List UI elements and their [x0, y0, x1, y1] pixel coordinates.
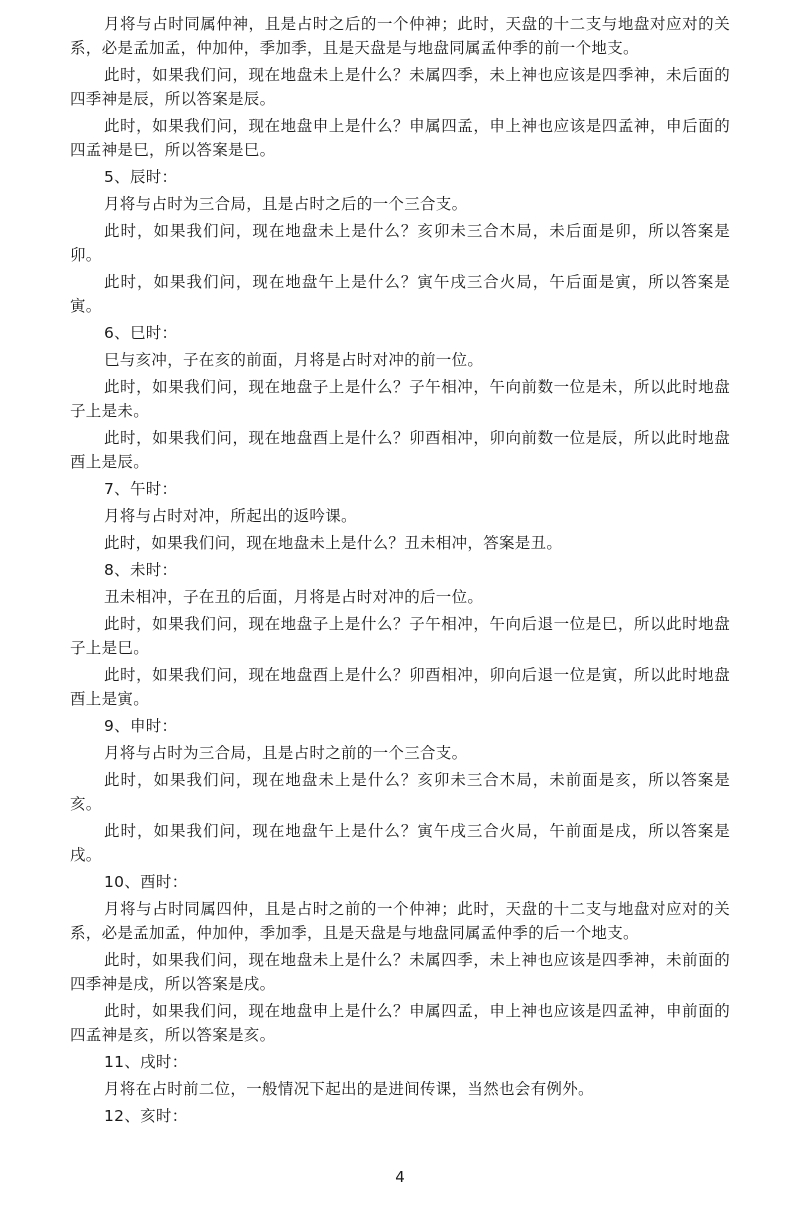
paragraph: 月将在占时前二位，一般情况下起出的是进间传课，当然也会有例外。	[104, 1080, 594, 1098]
paragraph: 此时，如果我们问，现在地盘未上是什么？丑未相冲，答案是丑。	[104, 534, 563, 552]
paragraph: 月将与占时同属四仲，且是占时之前的一个仲神；此时，天盘的十二支与地盘对应对的关系，必是孟加孟，仲加仲，季加季，且是天盘是与地盘同属孟仲季的后一个地支。	[70, 900, 730, 942]
paragraph: 此时，如果我们问，现在地盘子上是什么？子午相冲，午向后退一位是巳，所以此时地盘子上是巳。	[70, 615, 730, 657]
paragraph: 月将与占时为三合局，且是占时之后的一个三合支。	[104, 195, 468, 213]
paragraph: 此时，如果我们问，现在地盘申上是什么？申属四孟，申上神也应该是四孟神，申前面的四孟神是亥，所以答案是亥。	[70, 1002, 730, 1044]
paragraph: 月将与占时同属仲神，且是占时之后的一个仲神；此时，天盘的十二支与地盘对应对的关系，必是孟加孟，仲加仲，季加季，且是天盘是与地盘同属孟仲季的前一个地支。	[70, 15, 730, 57]
document-body	[70, 12, 730, 1131]
paragraph: 丑未相冲，子在丑的后面，月将是占时对冲的后一位。	[104, 588, 484, 606]
paragraph: 巳与亥冲，子在亥的前面，月将是占时对冲的前一位。	[104, 351, 484, 369]
section-heading: 9、申时：	[104, 717, 178, 735]
page-number: 4	[395, 1168, 405, 1186]
paragraph: 月将与占时对冲，所起出的返吟课。	[104, 507, 357, 525]
section-heading: 12、亥时：	[104, 1107, 188, 1125]
paragraph: 此时，如果我们问，现在地盘未上是什么？亥卯未三合木局，未后面是卯，所以答案是卯。	[70, 222, 730, 264]
paragraph: 此时，如果我们问，现在地盘午上是什么？寅午戌三合火局，午后面是寅，所以答案是寅。	[70, 273, 730, 315]
paragraph: 此时，如果我们问，现在地盘未上是什么？亥卯未三合木局，未前面是亥，所以答案是亥。	[70, 771, 730, 813]
section-heading: 11、戌时：	[104, 1053, 188, 1071]
section-heading: 8、未时：	[104, 561, 178, 579]
paragraph: 月将与占时为三合局，且是占时之前的一个三合支。	[104, 744, 468, 762]
paragraph: 此时，如果我们问，现在地盘未上是什么？未属四季，未上神也应该是四季神，未前面的四季神是戌，所以答案是戌。	[70, 951, 730, 993]
section-heading: 7、午时：	[104, 480, 178, 498]
paragraph: 此时，如果我们问，现在地盘午上是什么？寅午戌三合火局，午前面是戌，所以答案是戌。	[70, 822, 730, 864]
section-heading: 6、巳时：	[104, 324, 178, 342]
paragraph: 此时，如果我们问，现在地盘酉上是什么？卯酉相冲，卯向后退一位是寅，所以此时地盘酉上是寅。	[70, 666, 730, 708]
section-heading: 5、辰时：	[104, 168, 178, 186]
paragraph: 此时，如果我们问，现在地盘子上是什么？子午相冲，午向前数一位是未，所以此时地盘子上是未。	[70, 378, 730, 420]
paragraph: 此时，如果我们问，现在地盘申上是什么？申属四孟，申上神也应该是四孟神，申后面的四孟神是巳，所以答案是巳。	[70, 117, 730, 159]
section-heading: 10、酉时：	[104, 873, 188, 891]
paragraph: 此时，如果我们问，现在地盘未上是什么？未属四季，未上神也应该是四季神，未后面的四季神是辰，所以答案是辰。	[70, 66, 730, 108]
paragraph: 此时，如果我们问，现在地盘酉上是什么？卯酉相冲，卯向前数一位是辰，所以此时地盘酉上是辰。	[70, 429, 730, 471]
